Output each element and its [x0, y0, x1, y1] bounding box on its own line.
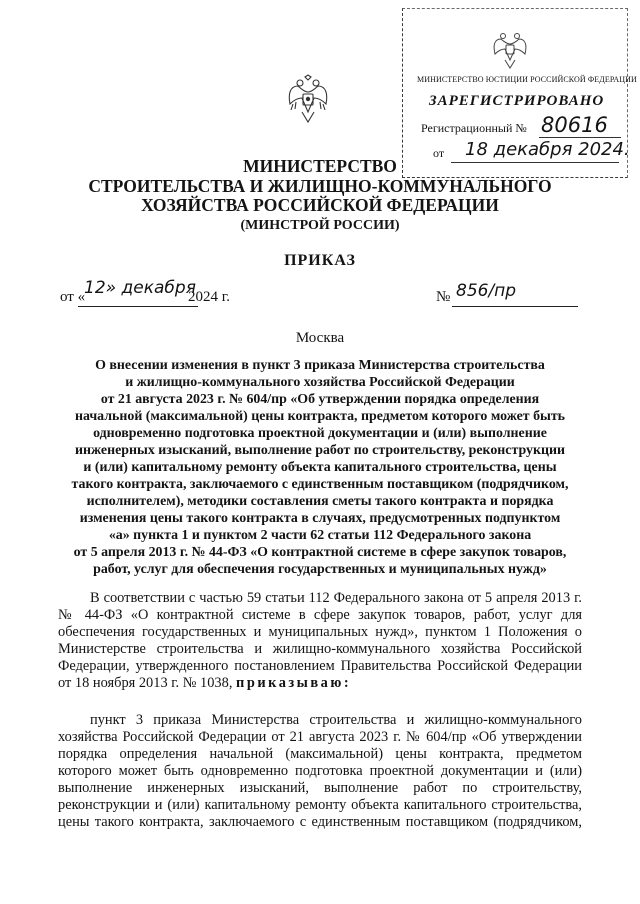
stamp-reg-date: 18 декабря 2024. [465, 139, 630, 160]
order-title-line: «а» пункта 1 и пунктом 2 части 62 статьи 112 Федерального закона [108, 528, 532, 543]
order-title-line: от 21 августа 2023 г. № 604/пр «Об утверждении порядка определения [100, 392, 540, 407]
order-title [64, 357, 576, 578]
order-date-year: 2024 г. [188, 289, 230, 305]
order-title-line: инженерных изысканий, выполнение работ по строительству, реконструкции [75, 443, 565, 458]
order-title-line: одновременно подготовка проектной документации и (или) выполнение [93, 426, 547, 441]
order-title-line: О внесении изменения в пункт 3 приказа Министерства строительства [95, 358, 545, 373]
order-title-line: работ, услуг для обеспечения государственных и муниципальных нужд» [93, 562, 547, 577]
document-type: ПРИКАЗ [284, 252, 356, 269]
stamp-ministry-name: МИНИСТЕРСТВО ЮСТИЦИИ РОССИЙСКОЙ ФЕДЕРАЦИИ [417, 75, 637, 84]
state-emblem-icon [286, 74, 330, 124]
order-date-prefix: от « [60, 289, 86, 305]
order-title-line: исполнителем), методики составления сметы такого контракта и порядка [86, 494, 554, 509]
registration-stamp [402, 8, 637, 178]
stamp-reg-number: 80616 [541, 113, 608, 137]
order-title-line: такого контракта, заключаемого с единственным поставщиком (подрядчиком, [71, 477, 569, 492]
stamp-registered-title: ЗАРЕГИСТРИРОВАНО [429, 93, 605, 109]
org-short-name: (МИНСТРОЙ РОССИИ) [240, 218, 400, 233]
amendment-text: пункт 3 приказа Министерства строительства и жилищно-коммунального хозяйства Российской Федерации от 21 августа 2023 г. № 604/пр «Об утверждении порядка определения начальной (максимальной) цены контракта, предметом которого может быть одновременно подготовка проектной документации и (или) выполнение инженерных изысканий, выполнение работ по строительству, реконструкции и (или) капитальному ремонту объекта капитального строительства, цены такого контракта, заключаемого с единственным поставщиком (подрядчиком, [58, 712, 582, 830]
order-date-underline [78, 306, 198, 307]
order-title-line: изменения цены такого контракта в случаях, предусмотренных подпунктом [79, 511, 561, 526]
org-name-line: МИНИСТЕРСТВО [243, 156, 397, 176]
order-number-handwritten: 856/пр [456, 281, 517, 301]
order-title-line: от 5 апреля 2013 г. № 44-ФЗ «О контрактной системе в сфере закупок товаров, [73, 545, 567, 560]
stamp-reg-underline [539, 137, 621, 138]
org-name-line: ХОЗЯЙСТВА РОССИЙСКОЙ ФЕДЕРАЦИИ [141, 195, 499, 215]
order-command: приказываю: [236, 675, 352, 691]
stamp-emblem-icon [491, 29, 529, 69]
order-title-line: начальной (максимальной) цены контракта, предметом которого может быть [74, 409, 566, 424]
order-title-line: и жилищно-коммунального хозяйства Российской Федерации [125, 375, 515, 390]
city: Москва [295, 330, 345, 346]
stamp-reg-label: Регистрационный № [421, 121, 527, 135]
stamp-from-label: от [433, 146, 445, 160]
org-name-line: СТРОИТЕЛЬСТВА И ЖИЛИЩНО-КОММУНАЛЬНОГО [88, 175, 552, 196]
body-paragraph-preamble [58, 590, 582, 692]
org-name [60, 157, 580, 216]
order-title-line: и (или) капитальному ремонту объекта капитального строительства, цены [83, 460, 557, 475]
order-number-prefix: № [436, 289, 451, 305]
body-paragraph-amendment [58, 712, 582, 831]
preamble-text: В соответствии с частью 59 статьи 112 Федерального закона от 5 апреля 2013 г. № 44-ФЗ «О контрактной системе в сфере закупок товаров, работ, услуг для обеспечения государственных и муниципальных нужд», пунктом 1 Положения о Министерстве строительства и жилищно-коммунального хозяйства Российской Федерации, утвержденного постановлением Правительства Российской Федерации от 18 ноября 2013 г. № 1038, [58, 590, 582, 691]
order-date-handwritten: 12» декабря [84, 278, 196, 298]
order-number-underline [452, 306, 578, 307]
